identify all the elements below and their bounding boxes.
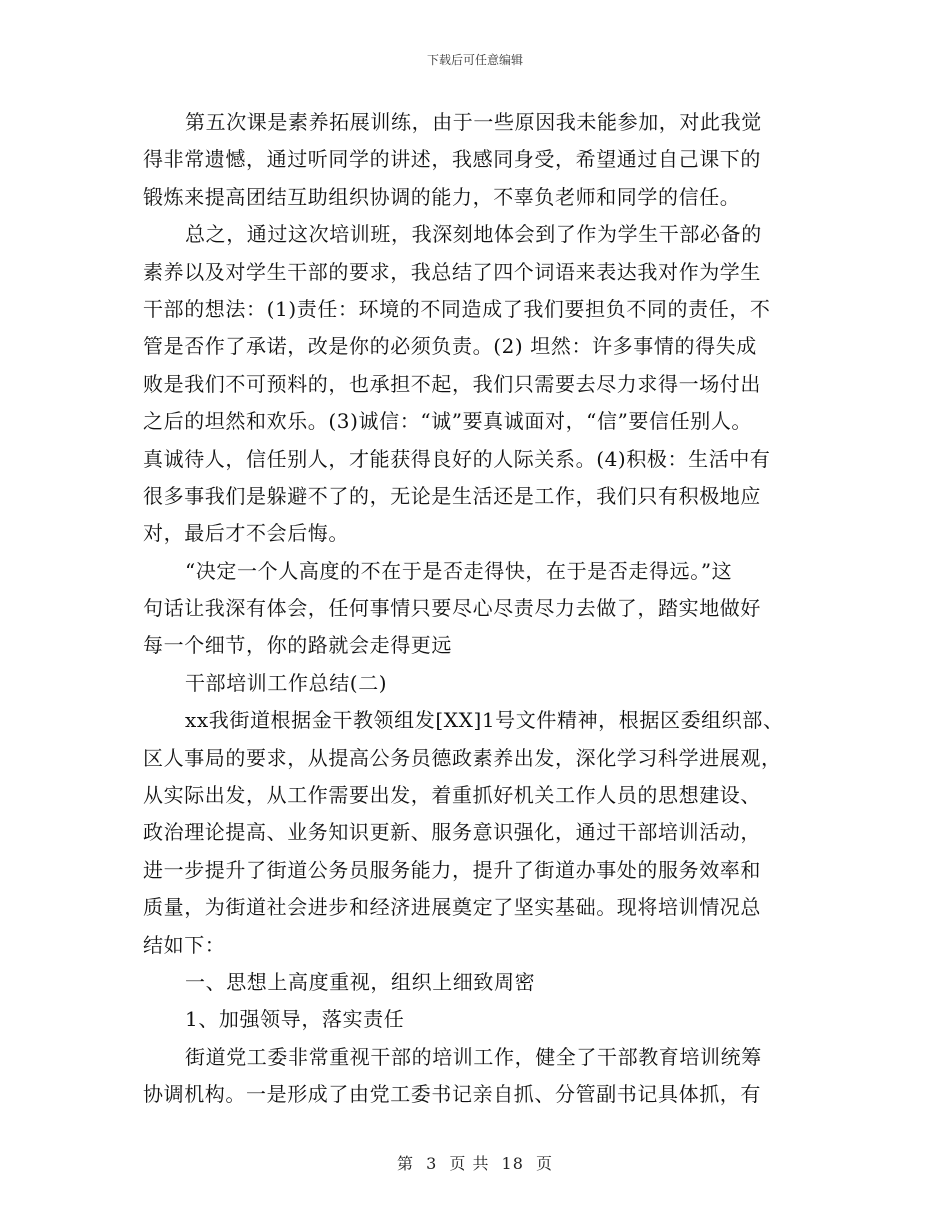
text-line: xx我街道根据金干教领组发[XX]1号文件精神，根据区委组织部、 xyxy=(185,708,784,733)
subsection-heading: 一、思想上高度重视，组织上细致周密 xyxy=(185,969,536,994)
footer-middle: 页 共 xyxy=(449,1154,490,1173)
text-line: 得非常遗憾，通过听同学的讲述，我感同身受，希望通过自己课下的 xyxy=(143,147,761,172)
total-pages-number: 18 xyxy=(501,1154,524,1173)
text-line: 总之，通过这次培训班，我深刻地体会到了作为学生干部必备的 xyxy=(185,222,762,247)
text-line: 句话让我深有体会，任何事情只要尽心尽责尽力去做了，踏实地做好 xyxy=(143,596,761,621)
text-line: 质量，为街道社会进步和经济进展奠定了坚实基础。现将培训情况总 xyxy=(143,895,761,920)
text-line: 之后的坦然和欢乐。(3)诚信：“诚”要真诚面对，“信”要信任别人。 xyxy=(143,409,753,434)
text-line: 区人事局的要求，从提高公务员德政素养出发，深化学习科学进展观， xyxy=(143,745,782,770)
current-page-number: 3 xyxy=(426,1154,438,1173)
text-line: 政治理论提高、业务知识更新、服务意识强化，通过干部培训活动， xyxy=(143,820,761,845)
text-line: 素养以及对学生干部的要求，我总结了四个词语来表达我对作为学生 xyxy=(143,259,761,284)
text-line: 进一步提升了街道公务员服务能力，提升了街道办事处的服务效率和 xyxy=(143,857,761,882)
document-body xyxy=(143,104,823,1114)
page-header-note: 下载后可任意编辑 xyxy=(426,53,523,67)
text-line: 管是否作了承诺，改是你的必须负责。(2) 坦然：许多事情的得失成 xyxy=(143,334,757,359)
text-line: 协调机构。一是形成了由党工委书记亲自抓、分管副书记具体抓，有 xyxy=(143,1082,761,1107)
text-line: 真诚待人，信任别人，才能获得良好的人际关系。(4)积极：生活中有 xyxy=(143,446,771,471)
subsection-heading: 1、加强领导，落实责任 xyxy=(185,1007,405,1032)
text-line: 锻炼来提高团结互助组织协调的能力，不辜负老师和同学的信任。 xyxy=(143,184,741,209)
text-line: “决定一个人高度的不在于是否走得快，在于是否走得远。”这 xyxy=(185,558,733,583)
section-heading: 干部培训工作总结(二) xyxy=(185,670,388,695)
text-line: 干部的想法：(1)责任：环境的不同造成了我们要担负不同的责任，不 xyxy=(143,296,771,321)
text-line: 很多事我们是躲避不了的，无论是生活还是工作，我们只有积极地应 xyxy=(143,483,761,508)
text-line: 街道党工委非常重视干部的培训工作，健全了干部教育培训统筹 xyxy=(185,1044,762,1069)
text-line: 第五次课是素养拓展训练，由于一些原因我未能参加，对此我觉 xyxy=(185,110,762,134)
text-line: 对，最后才不会后悔。 xyxy=(143,521,349,546)
footer-prefix: 第 xyxy=(396,1154,414,1173)
text-line: 每一个细节，你的路就会走得更远 xyxy=(143,633,452,658)
text-line: 结如下： xyxy=(143,932,226,957)
text-line: 从实际出发，从工作需要出发，着重抓好机关工作人员的思想建设、 xyxy=(143,783,761,808)
page-footer xyxy=(0,1153,950,1175)
footer-suffix: 页 xyxy=(536,1154,554,1173)
text-line: 败是我们不可预料的，也承担不起，我们只需要去尽力求得一场付出 xyxy=(143,371,761,396)
